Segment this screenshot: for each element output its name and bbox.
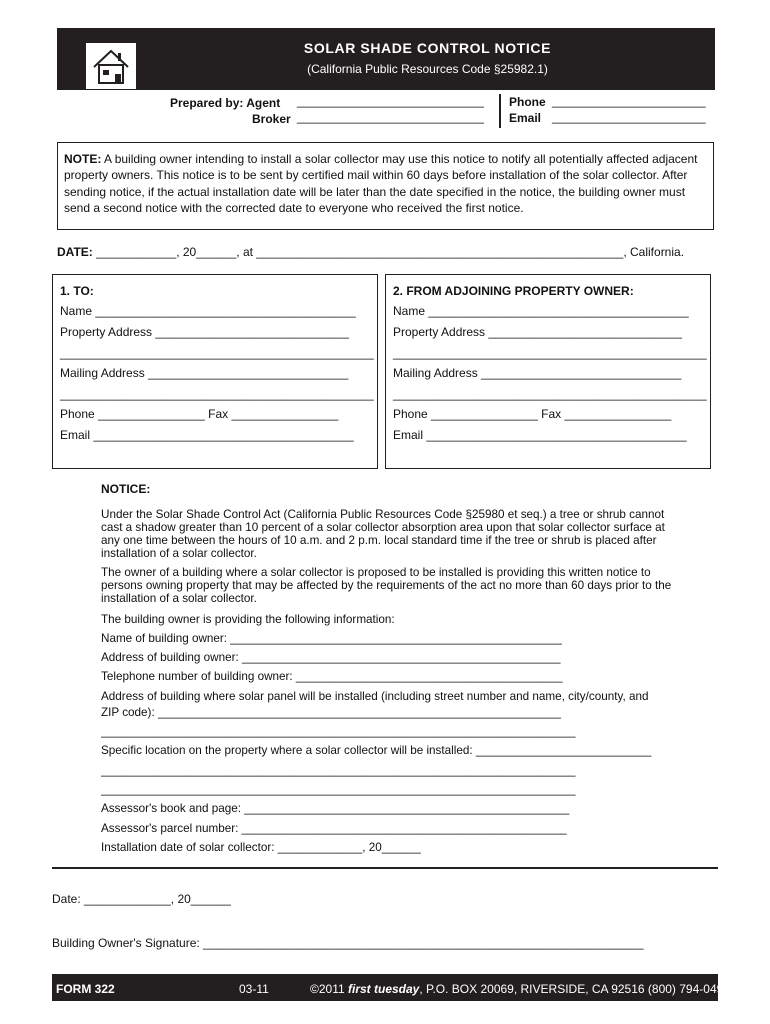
from-mailing-field[interactable]: Mailing Address ______________________________ — [393, 366, 682, 380]
email-label: Email — [509, 111, 542, 125]
owner-telephone-field[interactable]: Telephone number of building owner: _________________________________________ — [101, 670, 563, 683]
phone-label: Phone — [509, 95, 546, 109]
copyright-prefix: ©2011 — [310, 982, 348, 996]
to-property-line2[interactable]: _______________________________________________ — [60, 346, 374, 360]
notice-paragraph-2: The owner of a building where a solar collector is proposed to be installed is providing this written notice to persons owning property that may be affected by the requirements of the act no more than 60 days prior to the installation of a solar collector. — [101, 566, 672, 605]
agent-label: Prepared by: Agent — [170, 96, 281, 110]
notice-paragraph-3: The building owner is providing the following information: — [101, 613, 395, 626]
notice-heading: NOTICE: — [101, 482, 151, 496]
building-address-line2[interactable]: _________________________________________________________________________ — [101, 725, 576, 738]
assessor-book-field[interactable]: Assessor's book and page: __________________________________________________ — [101, 802, 570, 815]
owner-signature-field[interactable]: Building Owner's Signature: __________________________________________________________________ — [52, 936, 644, 950]
note-box — [57, 142, 714, 230]
from-heading: 2. FROM ADJOINING PROPERTY OWNER: — [393, 284, 634, 298]
to-email-field[interactable]: Email _______________________________________ — [60, 428, 354, 442]
from-property-field[interactable]: Property Address _____________________________ — [393, 325, 682, 339]
email-field[interactable]: _______________________ — [552, 110, 706, 124]
notice-paragraph-1: Under the Solar Shade Control Act (California Public Resources Code §25980 et seq.) a tree or shrub cannot cast a shadow greater than 10 percent of a solar collector absorption area upon that solar collector surface at any one time between the hours of 10 a.m. and 2 p.m. local standard time if the tree or shrub is placed after installation of a solar collector. — [101, 508, 665, 560]
form-revision: 03-11 — [239, 982, 269, 996]
from-phone-fax-field[interactable]: Phone ________________ Fax ________________ — [393, 407, 672, 421]
footer-copyright — [310, 982, 730, 996]
copyright-address: , P.O. BOX 20069, RIVERSIDE, CA 92516 (800) 794-0494 — [419, 982, 730, 996]
from-mailing-line2[interactable]: _______________________________________________ — [393, 387, 707, 401]
owner-name-field[interactable]: Name of building owner: ___________________________________________________ — [101, 632, 562, 645]
building-zip-field[interactable]: ZIP code): ______________________________________________________________ — [101, 706, 561, 719]
section-divider — [52, 867, 718, 869]
phone-field[interactable]: _______________________ — [552, 94, 706, 108]
collector-location-field[interactable]: Specific location on the property where a solar collector will be installed: ___________________________ — [101, 744, 652, 757]
form-subtitle: (California Public Resources Code §25982.1) — [307, 62, 548, 76]
installation-date-field[interactable]: Installation date of solar collector: _____________, 20______ — [101, 841, 421, 854]
collector-location-line3[interactable]: _________________________________________________________________________ — [101, 783, 576, 796]
owner-address-field[interactable]: Address of building owner: _________________________________________________ — [101, 651, 561, 664]
brand-name: first tuesday — [347, 982, 420, 996]
house-logo-icon — [85, 42, 137, 90]
signature-date-field[interactable]: Date: _____________, 20______ — [52, 892, 231, 906]
broker-label: Broker — [252, 112, 291, 126]
building-address-label: Address of building where solar panel will be installed (including street number and name, city/county, and — [101, 690, 649, 703]
to-name-field[interactable]: Name _______________________________________ — [60, 304, 356, 318]
date-line — [57, 245, 684, 259]
to-heading: 1. TO: — [60, 284, 94, 298]
assessor-parcel-field[interactable]: Assessor's parcel number: __________________________________________________ — [101, 822, 567, 835]
date-label: DATE: — [57, 245, 93, 259]
from-email-field[interactable]: Email _______________________________________ — [393, 428, 687, 442]
broker-field[interactable]: ____________________________ — [297, 110, 484, 124]
to-property-field[interactable]: Property Address _____________________________ — [60, 325, 349, 339]
to-phone-fax-field[interactable]: Phone ________________ Fax ________________ — [60, 407, 339, 421]
agent-field[interactable]: ____________________________ — [297, 94, 484, 108]
collector-location-line2[interactable]: _________________________________________________________________________ — [101, 764, 576, 777]
header-bar — [57, 28, 715, 90]
to-mailing-line2[interactable]: _______________________________________________ — [60, 387, 374, 401]
divider — [499, 94, 501, 128]
from-name-field[interactable]: Name _______________________________________ — [393, 304, 689, 318]
note-lead: NOTE: — [64, 152, 102, 166]
form-number: FORM 322 — [56, 982, 115, 996]
to-mailing-field[interactable]: Mailing Address ______________________________ — [60, 366, 349, 380]
date-field[interactable]: ____________, 20______, at _______________________________________________________, California. — [96, 245, 685, 259]
from-property-line2[interactable]: _______________________________________________ — [393, 346, 707, 360]
form-title: SOLAR SHADE CONTROL NOTICE — [303, 40, 552, 56]
note-text: A building owner intending to install a solar collector may use this notice to notify all potentially affected adjacent property owners. This notice is to be sent by certified mail within 60 days before installation of the solar collector. After sending notice, if the actual installation date will be later than the date specified in the notice, the building owner must send a second notice with the corrected date to everyone who received the first notice. — [64, 152, 698, 215]
